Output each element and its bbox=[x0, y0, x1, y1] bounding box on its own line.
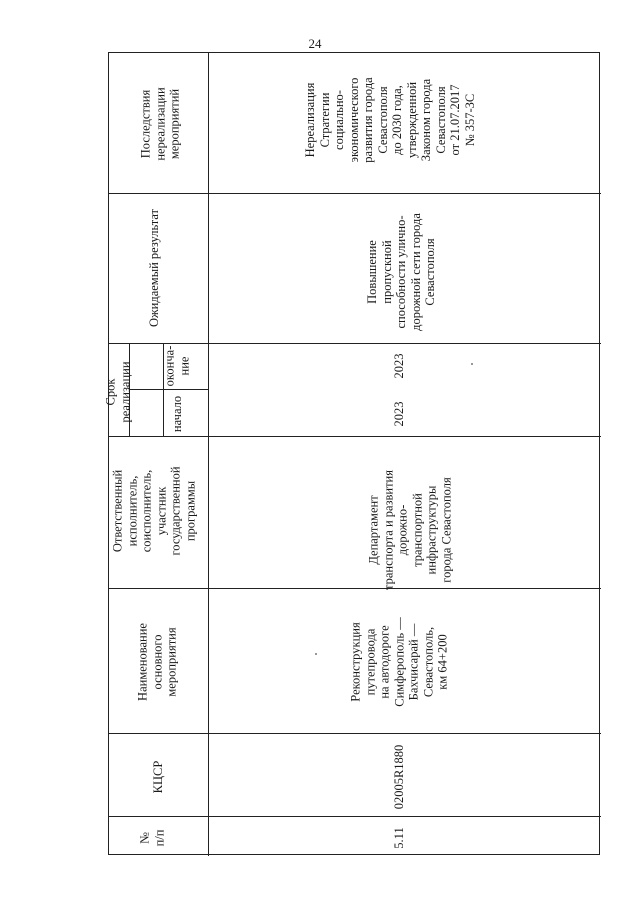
cell-line: Симферополь — bbox=[391, 617, 406, 707]
row-divider bbox=[129, 389, 208, 390]
row-divider bbox=[109, 436, 601, 437]
header-line: основного bbox=[149, 634, 164, 690]
cell-line: пропускной bbox=[379, 240, 394, 304]
page-number: 24 bbox=[308, 36, 322, 51]
cell-line: 2023 bbox=[391, 401, 406, 427]
row-term-end bbox=[392, 354, 407, 379]
header-name bbox=[135, 623, 179, 701]
cell-line: до 2030 года, bbox=[390, 85, 404, 155]
cell-line: Повышение bbox=[364, 240, 379, 304]
row-num bbox=[392, 827, 407, 848]
header-line: участник bbox=[154, 486, 168, 536]
row-name bbox=[348, 617, 450, 706]
cell-line: способности улично- bbox=[393, 215, 408, 329]
cell-line: Законом города bbox=[419, 78, 433, 162]
cell-line: дорожной сети города bbox=[408, 213, 423, 331]
cell-line: социально- bbox=[332, 90, 346, 150]
cell-line: Севастополя bbox=[422, 238, 437, 306]
cell-line: дорожно- bbox=[395, 504, 410, 556]
header-line: Срок bbox=[103, 378, 118, 406]
row-divider bbox=[109, 343, 601, 344]
header-line: № bbox=[137, 832, 152, 844]
cell-line: Севастополя bbox=[433, 86, 448, 154]
header-line: реализации bbox=[118, 361, 132, 423]
cell-line: 2023 bbox=[391, 353, 406, 379]
cell-line: путепровода bbox=[362, 628, 377, 696]
header-term-end bbox=[163, 346, 192, 387]
cell-line: Реконструкция bbox=[348, 622, 363, 702]
header-line: Ожидаемый результат bbox=[146, 208, 161, 328]
cell-line: города Севастополя bbox=[439, 477, 453, 583]
measures-table bbox=[108, 52, 600, 855]
row-consequences bbox=[303, 77, 477, 162]
header-line: начало bbox=[169, 395, 184, 433]
cell-line: № 357-ЗС bbox=[462, 93, 477, 147]
header-kcsr bbox=[151, 761, 166, 794]
cell-line: Севастополь, bbox=[420, 626, 435, 698]
row-term-start bbox=[392, 402, 407, 427]
header-line: нереализации bbox=[152, 87, 167, 161]
header-line: оконча- bbox=[162, 345, 177, 387]
header-line: ние bbox=[177, 356, 191, 376]
cell-line: 5.11 bbox=[391, 827, 406, 849]
cell-line: Бахчисарай — bbox=[406, 623, 421, 701]
cell-line: транспортной bbox=[410, 493, 424, 567]
header-num bbox=[138, 830, 167, 847]
cell-line: инфраструктуры bbox=[424, 485, 439, 575]
column-divider bbox=[208, 53, 209, 856]
row-responsible bbox=[367, 470, 454, 590]
cell-line: км 64+200 bbox=[435, 634, 450, 690]
cell-line: Стратегии bbox=[317, 92, 332, 148]
cell-line: Севастополя bbox=[375, 86, 390, 154]
header-line: мероприятия bbox=[164, 627, 179, 697]
header-line: КЦСР bbox=[150, 760, 165, 794]
cell-line: развития города bbox=[361, 77, 375, 163]
header-result bbox=[147, 209, 162, 327]
cell-line: утвержденной bbox=[404, 81, 419, 159]
header-line: мероприятий bbox=[167, 88, 182, 160]
row-divider bbox=[109, 193, 601, 194]
row-result bbox=[365, 213, 438, 331]
row-divider bbox=[109, 816, 601, 817]
row-kcsr bbox=[392, 745, 407, 810]
cell-line: Нереализация bbox=[303, 82, 317, 158]
header-line: п/п bbox=[152, 829, 166, 847]
header-responsible bbox=[111, 466, 198, 555]
cell-line: экономического bbox=[346, 77, 361, 163]
cell-line: от 21.07.2017 bbox=[448, 84, 462, 156]
header-line: исполнитель, bbox=[125, 475, 139, 547]
header-line: Последствия bbox=[138, 89, 153, 159]
cell-line: на автодороге bbox=[377, 625, 392, 699]
header-term-group bbox=[104, 361, 133, 422]
header-line: соисполнитель, bbox=[139, 469, 154, 553]
header-line: Ответственный bbox=[110, 469, 125, 553]
cell-line: транспорта и развития bbox=[381, 469, 395, 591]
scan-speck bbox=[471, 363, 473, 365]
cell-line: Департамент bbox=[366, 495, 381, 565]
row-divider bbox=[109, 733, 601, 734]
header-term-start bbox=[170, 396, 185, 432]
header-line: Наименование bbox=[135, 623, 150, 701]
cell-line: 02005R1880 bbox=[391, 744, 406, 810]
header-consequences bbox=[138, 87, 182, 160]
row-divider bbox=[109, 588, 601, 589]
header-line: государственной bbox=[168, 466, 183, 556]
scan-speck bbox=[315, 653, 317, 655]
header-line: программы bbox=[183, 480, 197, 542]
